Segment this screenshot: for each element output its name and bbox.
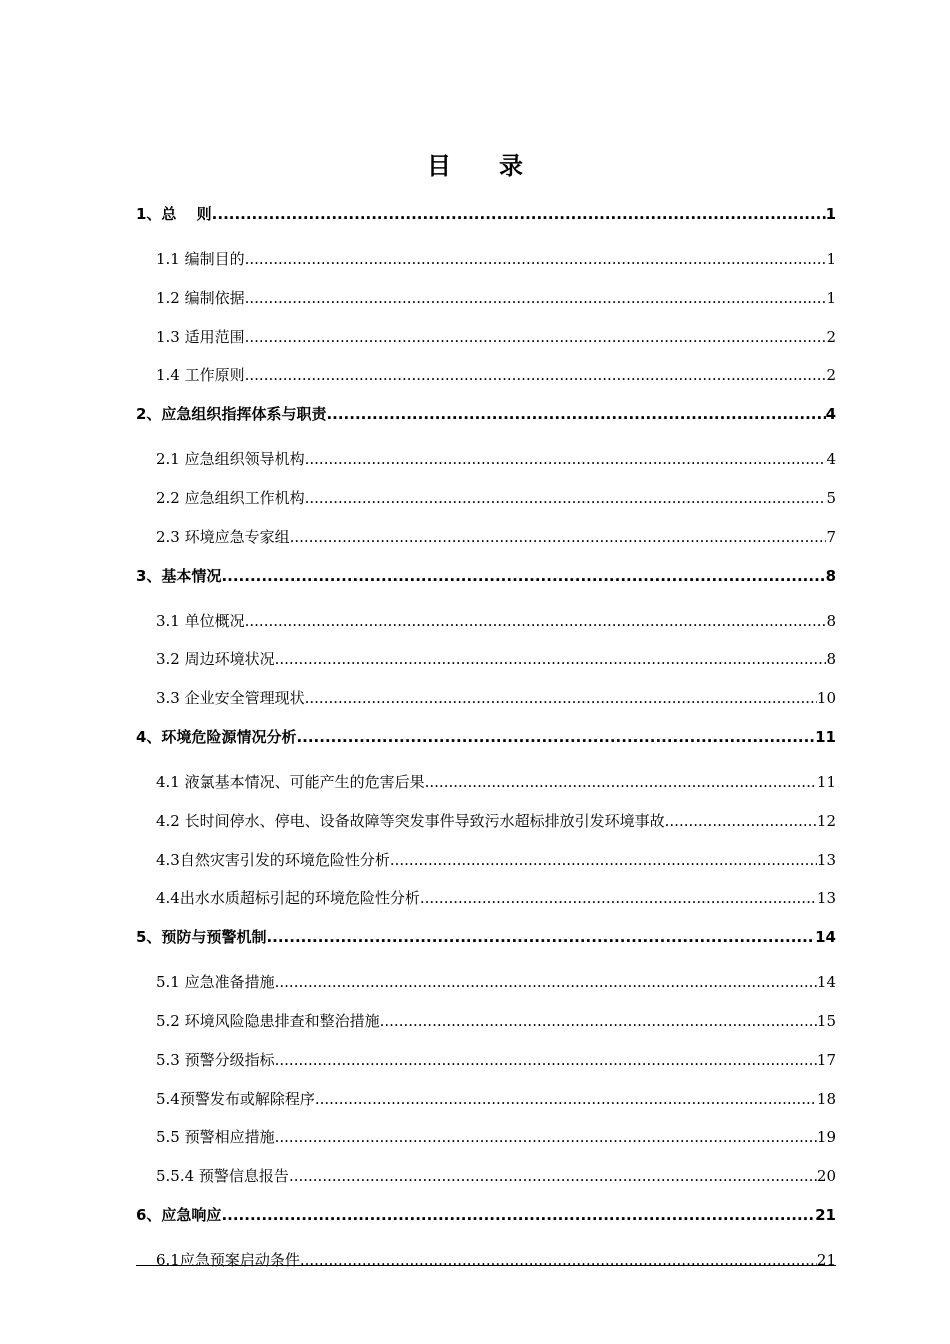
toc-entry-title: 5.4预警发布或解除程序 <box>156 1089 315 1108</box>
toc-page-number: 14 <box>815 928 836 947</box>
toc-page-number: 12 <box>816 811 836 830</box>
toc-entry-title: 3.1 单位概况 <box>156 611 245 630</box>
toc-dot-leader <box>266 918 815 956</box>
toc-page-number: 18 <box>816 1089 836 1108</box>
toc-dot-leader <box>665 802 817 841</box>
toc-page-number: 1 <box>826 250 836 268</box>
toc-entry-title: 2.2 应急组织工作机构 <box>156 488 305 507</box>
toc-page-number: 8 <box>826 611 836 630</box>
toc-page-number: 17 <box>816 1050 836 1069</box>
footer-rule <box>136 1265 836 1266</box>
table-of-contents <box>136 195 836 1280</box>
toc-entry-title: 6、应急响应 <box>136 1205 222 1224</box>
toc-page-number: 8 <box>825 566 836 585</box>
toc-dot-leader <box>289 1157 817 1196</box>
toc-dot-leader <box>326 395 825 433</box>
toc-dot-leader <box>245 279 827 318</box>
toc-dot-leader <box>275 1118 817 1157</box>
toc-dot-leader <box>245 602 827 641</box>
toc-page-number: 13 <box>816 889 836 908</box>
toc-entry-title: 5.5.4 预警信息报告 <box>156 1167 289 1186</box>
toc-dot-leader <box>275 640 827 679</box>
toc-dot-leader <box>425 763 817 802</box>
toc-dot-leader <box>290 518 827 557</box>
toc-section-entry[interactable] <box>136 602 836 641</box>
toc-entry-title: 5.2 环境风险隐患排查和整治措施 <box>156 1011 380 1030</box>
toc-section-entry[interactable] <box>136 279 836 318</box>
toc-entry-title: 2.1 应急组织领导机构 <box>156 450 305 469</box>
toc-section-entry[interactable] <box>136 1241 836 1280</box>
toc-dot-leader <box>245 356 827 395</box>
toc-section-entry[interactable] <box>136 240 836 279</box>
toc-chapter-entry[interactable] <box>136 557 836 602</box>
toc-page-number: 20 <box>816 1167 836 1186</box>
toc-entry-title: 4.3自然灾害引发的环境危险性分析 <box>156 850 390 869</box>
toc-section-entry[interactable] <box>136 1041 836 1080</box>
toc-section-entry[interactable] <box>136 479 836 518</box>
toc-entry-title: 4.1 液氯基本情况、可能产生的危害后果 <box>156 772 425 791</box>
toc-page-number: 2 <box>826 366 836 385</box>
page-title: 目 录 <box>427 151 535 180</box>
toc-page-number: 10 <box>816 689 836 708</box>
toc-entry-title: 2、应急组织指挥体系与职责 <box>136 405 327 424</box>
toc-dot-leader <box>305 479 827 518</box>
toc-page-number: 19 <box>816 1128 836 1147</box>
toc-page-number: 4 <box>826 450 836 469</box>
toc-page-number: 4 <box>825 405 836 424</box>
toc-page-number: 14 <box>816 973 836 992</box>
toc-section-entry[interactable] <box>136 440 836 479</box>
toc-section-entry[interactable] <box>136 1118 836 1157</box>
toc-section-entry[interactable] <box>136 518 836 557</box>
toc-page-number: 8 <box>826 650 836 669</box>
toc-dot-leader <box>245 240 827 279</box>
toc-dot-leader <box>275 1041 817 1080</box>
toc-chapter-entry[interactable] <box>136 195 836 240</box>
toc-entry-title: 5.3 预警分级指标 <box>156 1050 275 1069</box>
toc-dot-leader <box>221 1196 815 1234</box>
toc-section-entry[interactable] <box>136 356 836 395</box>
toc-chapter-entry[interactable] <box>136 918 836 963</box>
toc-section-entry[interactable] <box>136 802 836 841</box>
toc-entry-title: 4.4出水水质超标引起的环境危险性分析 <box>156 889 420 908</box>
toc-section-entry[interactable] <box>136 841 836 880</box>
toc-page-number: 5 <box>826 488 836 507</box>
toc-entry-title: 5、预防与预警机制 <box>136 928 267 947</box>
toc-section-entry[interactable] <box>136 963 836 1002</box>
toc-entry-title: 4、环境危险源情况分析 <box>136 727 297 746</box>
toc-section-entry[interactable] <box>136 1080 836 1119</box>
toc-page-number: 11 <box>815 727 836 746</box>
toc-dot-leader <box>305 440 827 479</box>
toc-section-entry[interactable] <box>136 763 836 802</box>
toc-section-entry[interactable] <box>136 640 836 679</box>
toc-page-number: 7 <box>826 527 836 546</box>
toc-dot-leader <box>212 195 826 233</box>
toc-entry-title: 5.5 预警相应措施 <box>156 1128 275 1147</box>
toc-dot-leader <box>305 679 817 718</box>
toc-dot-leader <box>390 841 817 880</box>
toc-page-number: 21 <box>816 1250 836 1269</box>
toc-page-number: 2 <box>826 327 836 346</box>
toc-entry-title: 3.2 周边环境状况 <box>156 650 275 669</box>
toc-entry-title: 1.3 适用范围 <box>156 327 245 346</box>
toc-dot-leader <box>380 1002 817 1041</box>
toc-page-number: 11 <box>816 772 836 791</box>
toc-entry-title: 1.1 编制目的 <box>156 250 245 268</box>
toc-chapter-entry[interactable] <box>136 395 836 440</box>
toc-section-entry[interactable] <box>136 1002 836 1041</box>
toc-dot-leader <box>245 318 827 357</box>
toc-section-entry[interactable] <box>136 318 836 357</box>
toc-dot-leader <box>300 1241 817 1280</box>
toc-chapter-entry[interactable] <box>136 718 836 763</box>
toc-entry-title: 1.4 工作原则 <box>156 366 245 385</box>
toc-page-number: 1 <box>825 205 836 223</box>
toc-section-entry[interactable] <box>136 879 836 918</box>
toc-section-entry[interactable] <box>136 679 836 718</box>
toc-entry-title: 4.2 长时间停水、停电、设备故障等突发事件导致污水超标排放引发环境事故 <box>156 811 665 830</box>
toc-dot-leader <box>296 718 815 756</box>
toc-entry-title: 1.2 编制依据 <box>156 288 245 307</box>
toc-dot-leader <box>221 557 825 595</box>
toc-chapter-entry[interactable] <box>136 1196 836 1241</box>
toc-entry-title: 6.1应急预案启动条件 <box>156 1250 300 1269</box>
toc-entry-title: 3、基本情况 <box>136 566 222 585</box>
toc-page-number: 1 <box>826 288 836 307</box>
toc-page-number: 21 <box>815 1205 836 1224</box>
toc-section-entry[interactable] <box>136 1157 836 1196</box>
toc-dot-leader <box>275 963 817 1002</box>
toc-entry-title: 3.3 企业安全管理现状 <box>156 689 305 708</box>
toc-page-number: 15 <box>816 1011 836 1030</box>
toc-dot-leader <box>315 1080 817 1119</box>
toc-entry-title: 1、总 则 <box>136 205 212 223</box>
toc-entry-title: 5.1 应急准备措施 <box>156 973 275 992</box>
toc-page-number: 13 <box>816 850 836 869</box>
toc-dot-leader <box>420 879 817 918</box>
toc-entry-title: 2.3 环境应急专家组 <box>156 527 290 546</box>
